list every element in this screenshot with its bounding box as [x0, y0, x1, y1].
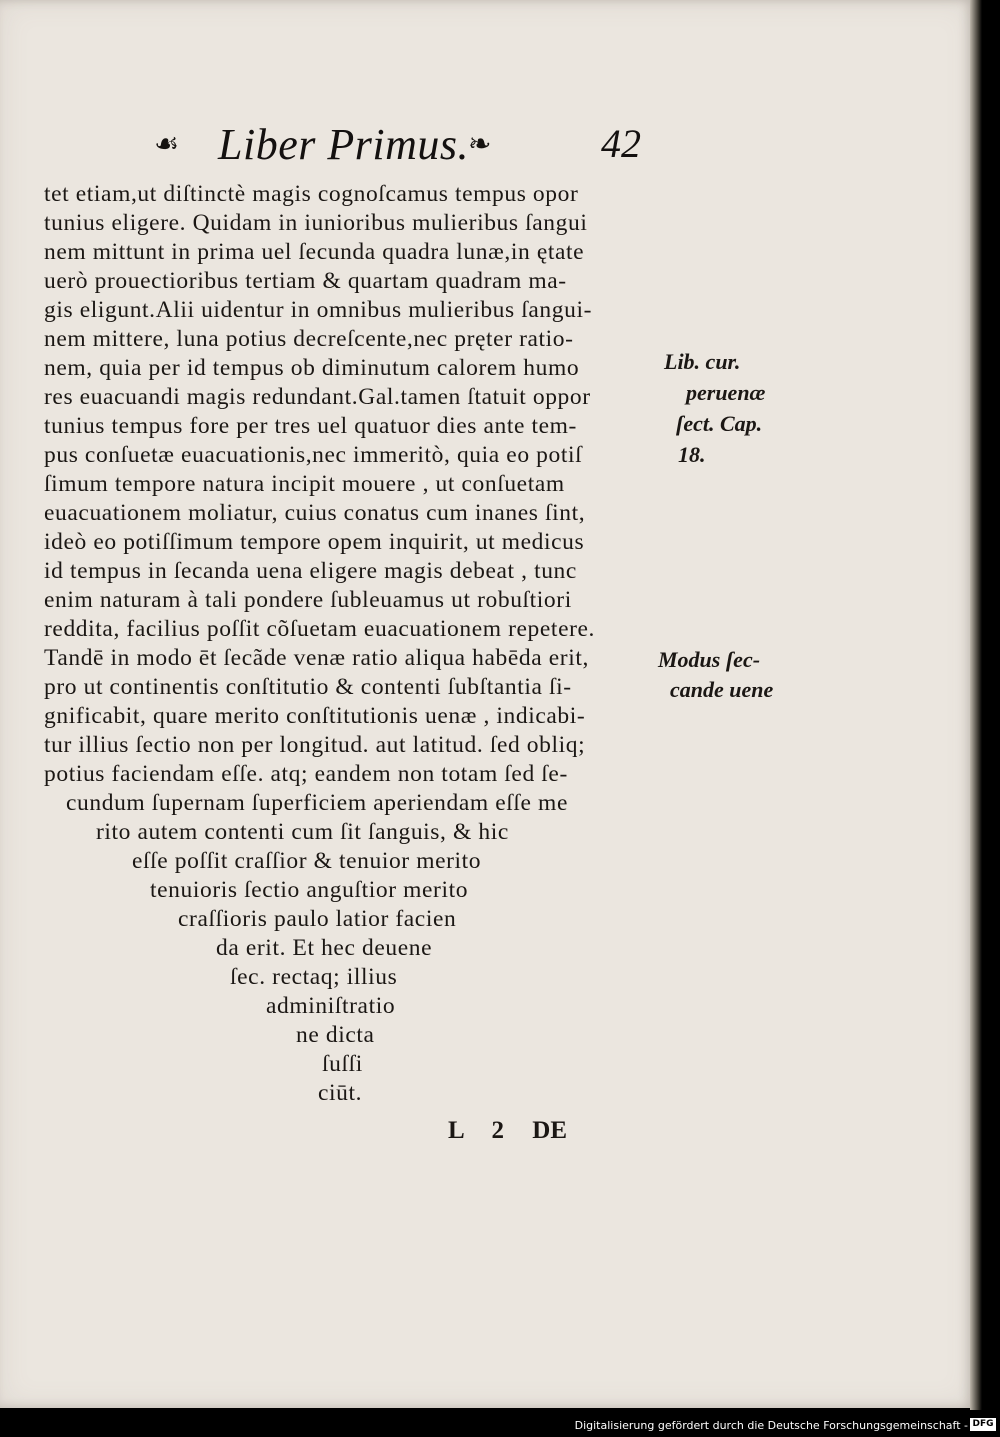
text-line: gis eligunt.Alii uidentur in omnibus mulieribus ſangui- — [44, 297, 593, 323]
text-line: tunius tempus fore per tres uel quatuor dies ante tem- — [44, 413, 577, 439]
marginal-note-line: Modus ſec- — [658, 647, 761, 672]
text-line: enim naturam à tali pondere ſubleuamus ut robuſtiori — [44, 587, 572, 613]
text-line: cundum ſupernam ſuperficiem aperiendam eſſe me — [66, 790, 568, 816]
page-edge-shadow — [970, 0, 982, 1410]
dfg-logo: DFG — [970, 1418, 996, 1431]
text-line: ſuſſi — [322, 1051, 363, 1077]
text-line: potius faciendam eſſe. atq; eandem non totam ſed ſe- — [44, 761, 568, 787]
text-line: ſimum tempore natura incipit mouere , ut conſuetam — [44, 471, 565, 497]
running-title: Liber Primus. — [218, 120, 469, 169]
text-line: rito autem contenti cum ſit ſanguis, & hic — [96, 819, 509, 845]
text-line: res euacuandi magis redundant.Gal.tamen ſtatuit oppor — [44, 384, 591, 410]
text-line: Tandē in modo ēt ſecãde venæ ratio aliqua habēda erit, — [44, 645, 589, 671]
marginal-note-line: ſect. Cap. — [676, 411, 763, 436]
fleuron-left-icon: ☙ — [154, 127, 180, 160]
text-line: tur illius ſectio non per longitud. aut latitud. ſed obliq; — [44, 732, 586, 758]
text-line: gnificabit, quare merito conſtitutionis uenæ , indicabi- — [44, 703, 586, 729]
text-line: ideò eo potiſſimum tempore opem inquirit, ut medicus — [44, 529, 585, 555]
text-line: tenuioris ſectio anguſtior merito — [150, 877, 469, 903]
text-line: reddita, facilius poſſit cõſuetam euacuationem repetere. — [44, 616, 596, 642]
digitization-credit: Digitalisierung gefördert durch die Deutsche Forschungsgemeinschaft - — [574, 1419, 968, 1432]
marginal-note-line: Lib. cur. — [664, 349, 741, 374]
text-line: uerò prouectioribus tertiam & quartam quadram ma- — [44, 268, 567, 294]
text-line: adminiſtratio — [266, 993, 396, 1019]
text-line: ne dicta — [296, 1022, 375, 1048]
text-line: euacuationem moliatur, cuius conatus cum inanes ſint, — [44, 500, 586, 526]
text-line: pus conſuetæ euacuationis,nec immeritò, quia eo potiſ — [44, 442, 583, 468]
text-line: ſec. rectaq; illius — [230, 964, 398, 990]
text-line: craſſioris paulo latior facien — [178, 906, 457, 932]
text-line: nem, quia per id tempus ob diminutum calorem humo — [44, 355, 580, 381]
text-line: pro ut continentis conſtitutio & contenti ſubſtantia ſi- — [44, 674, 572, 700]
text-line: nem mittunt in prima uel ſecunda quadra lunæ,in ętate — [44, 239, 585, 265]
text-line: ciūt. — [318, 1080, 363, 1106]
text-line: nem mittere, luna potius decreſcente,nec pręter ratio- — [44, 326, 574, 352]
running-head — [150, 117, 660, 177]
text-line: eſſe poſſit craſſior & tenuior merito — [132, 848, 482, 874]
text-line: id tempus in ſecanda uena eligere magis debeat , tunc — [44, 558, 577, 584]
text-line: tunius eligere. Quidam in iunioribus mulieribus ſangui — [44, 210, 588, 236]
marginal-note-line: 18. — [678, 442, 706, 467]
text-line: tet etiam,ut diſtinctè magis cognoſcamus tempus opor — [44, 181, 579, 207]
marginal-note-line: peruenæ — [686, 380, 766, 405]
marginal-note-line: cande uene — [670, 677, 774, 702]
catchword: L 2 DE — [448, 1117, 568, 1144]
fleuron-right-icon: ❧ — [468, 127, 492, 160]
page-number: 42 — [601, 121, 641, 166]
text-line: da erit. Et hec deuene — [216, 935, 433, 961]
